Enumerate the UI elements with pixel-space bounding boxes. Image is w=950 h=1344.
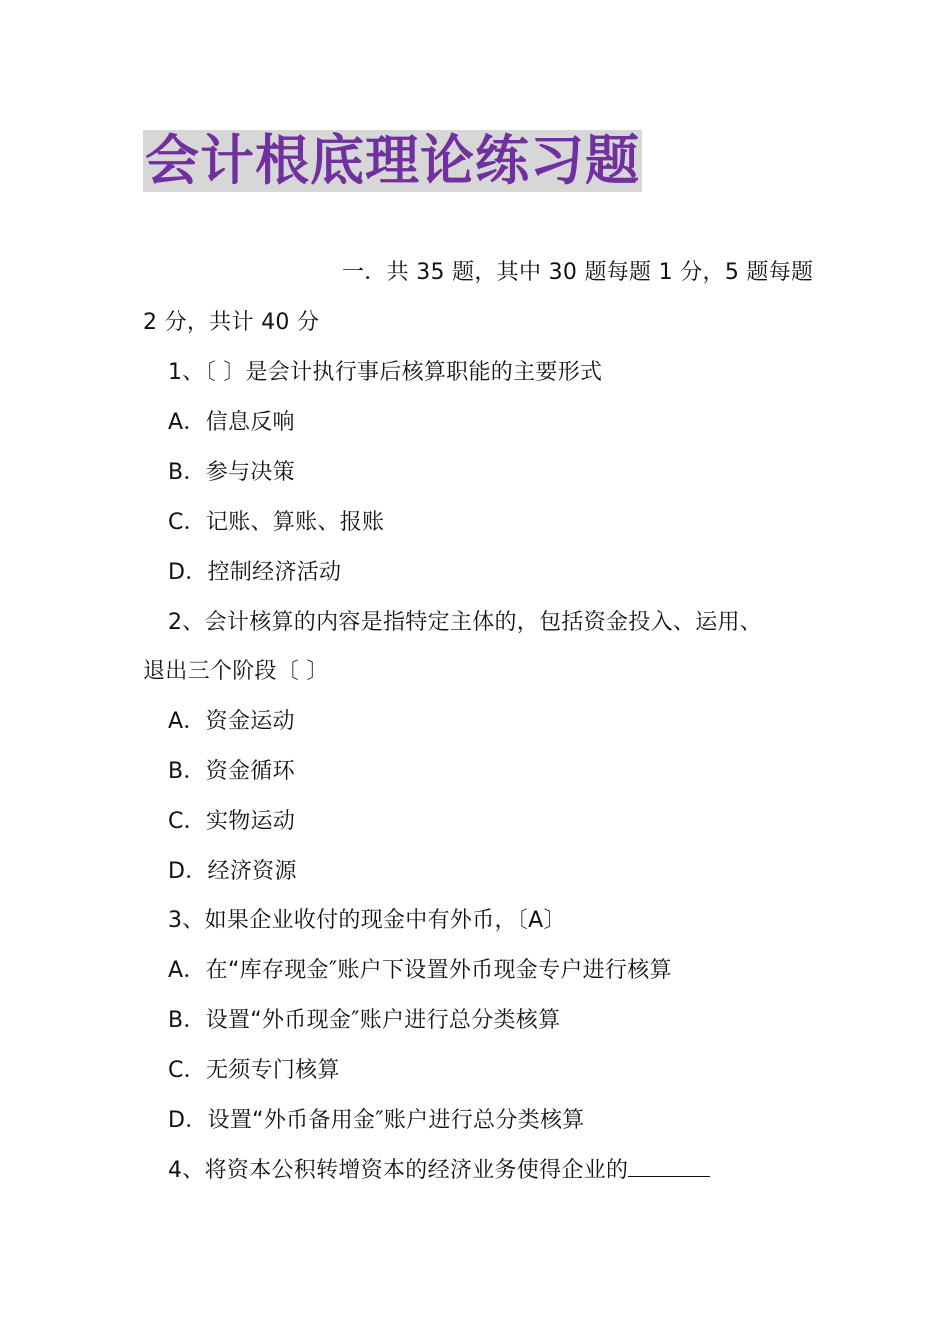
question-1-option-b: B．参与决策 [168,460,295,485]
question-3-option-d: D．设置“外币备用金″账户进行总分类核算 [168,1108,585,1133]
question-3-option-a: A．在“库存现金″账户下设置外币现金专户进行核算 [168,958,672,983]
section-header-line-2: 2 分，共计 40 分 [143,310,320,335]
question-1-option-c: C．记账、算账、报账 [168,510,385,535]
section-header-line-1: 一．共 35 题，其中 30 题每题 1 分，5 题每题 [342,260,814,285]
document-title: 会计根底理论练习题 [145,129,640,192]
question-4-line [168,1156,710,1186]
question-2-text-continued: 退出三个阶段〔 〕 [143,659,329,684]
question-2-option-b: B．资金循环 [168,759,295,784]
question-1-text: 1、〔 〕是会计执行事后核算职能的主要形式 [168,360,603,385]
question-3-text: 3、如果企业收付的现金中有外币，〔A〕 [168,908,566,933]
question-1-option-d: D．控制经济活动 [168,560,342,585]
question-2-option-d: D．经济资源 [168,859,297,884]
answer-blank [628,1156,710,1177]
question-3-option-c: C．无须专门核算 [168,1058,340,1083]
question-2-option-a: A．资金运动 [168,709,295,734]
question-2-option-c: C．实物运动 [168,809,296,834]
question-3-option-b: B．设置“外币现金″账户进行总分类核算 [168,1008,561,1033]
question-2-text: 2、会计核算的内容是指特定主体的，包括资金投入、运用、 [168,610,763,635]
question-4-text: 4、将资本公积转增资本的经济业务使得企业的 [168,1158,629,1183]
question-1-option-a: A．信息反响 [168,410,295,435]
